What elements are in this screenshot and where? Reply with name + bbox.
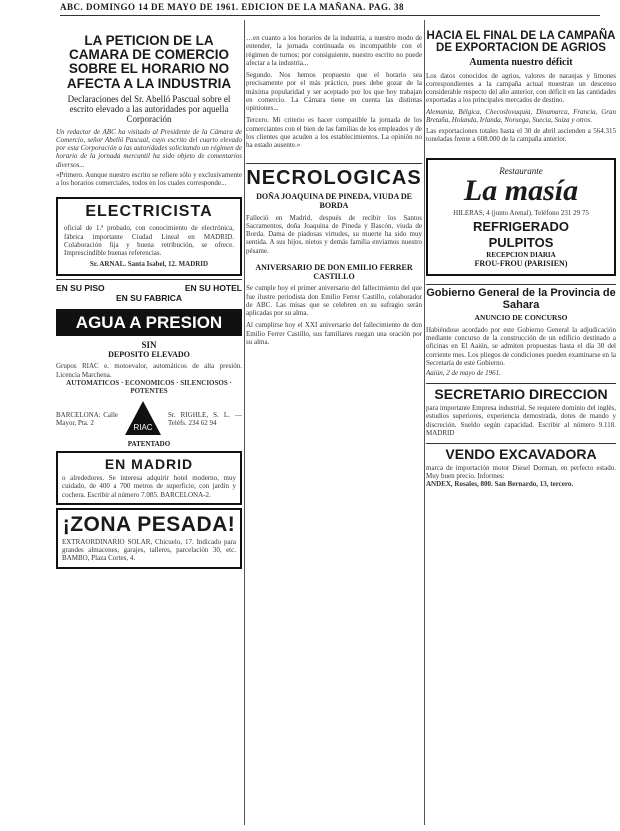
pulpitos-text: PULPITOS (488, 234, 554, 250)
divider (56, 279, 242, 280)
excavadora-address: ANDEX, Rosales, 800. San Bernardo, 13, tercero. (426, 480, 574, 489)
en-madrid-text: o alrededores. Se interesa adquirir hotel moderno, muy cuidado, de 400 a 700 metros de superficie, con jardín y cochera. Escribir al número 7.085. BARCELONA-2. (62, 474, 236, 499)
middle-column (246, 20, 422, 830)
chamber-body: «Primero. Aunque nuestro escrito se refiere sólo y exclusivamente a los horarios comerciales, todos en los cuales corresponde... (56, 170, 242, 188)
patentado-text: PATENTADO (127, 440, 171, 449)
agrios-body: Los datos conocidos de agrios, valores de naranjas y limones correspondientes a la campaña actual muestran un descenso considerable respecto del año anterior, con déficit en las cantidades exportadas a los principales mercados de destino. (426, 71, 616, 105)
fabrica-text: EN SU FABRICA (115, 292, 183, 303)
deposito-text: DEPOSITO ELEVADO (108, 350, 190, 360)
en-madrid-ad (56, 451, 242, 504)
column-rule (424, 20, 425, 825)
aniversario-body: Se cumple hoy el primer aniversario del fallecimiento del que fue ilustre periodista don Emilio Ferrer Castillo, colaborador de ABC. Las misas que se celebren en su sufragio serán aplicadas por su alma. (246, 284, 422, 317)
aniversario-body-2: Al cumplirse hoy el XXI aniversario del fallecimiento de don Emilio Ferrer Castillo, sus familiares ruegan una oración por su alma. (246, 321, 422, 346)
secretario-body: para importante Empresa industrial. Se requiere dominio del inglés, estudios superiores, experiencia demostrada, dotes de mando y discreción. Sueldo según capacidad. Escribir al número 9.118. MADRID (426, 404, 616, 437)
agrios-headline: HACIA EL FINAL DE LA CAMPAÑA DE EXPORTACION DE AGRIOS (426, 30, 616, 55)
water-ad-lead (56, 283, 242, 293)
right-column (426, 20, 616, 830)
necrologicas-title: NECROLOGICAS (246, 167, 422, 190)
grupos-text: Grupos RIAC e. motoevalor, automáticos de alta presión. Licencia Marchena. (56, 362, 242, 379)
svg-text:RIAC: RIAC (133, 423, 153, 433)
sahara-body: Habiéndose acordado por este Gobierno General la adjudicación mediante concurso de la construcción de un edificio destinado a oficinas en El Aaiún, se admiten propuestas hasta el día 30 del corriente mes. Los pliegos de condiciones pueden examinarse en la Secretaría de este Gobierno. (426, 325, 616, 367)
chamber-intro: Un redactor de ABC ha visitado al Presidente de la Cámara de Comercio, señor Abelló Pascual, cuyo escrito del cuarto elevado por esta Corporación a las autoridades solicitando un régimen de horario de la jornada mercantil ha sido objeto de comentarios diversos... (56, 127, 242, 169)
sin-text: SIN (141, 340, 157, 351)
hotel-text: EN SU HOTEL (184, 282, 242, 293)
zona-title: ¡ZONA PESADA! (62, 512, 236, 536)
divider (426, 284, 616, 285)
electricista-text: oficial de 1.ª probado, con conocimiento de electrónica, fábrica importante Ciudad Lineal en MADRID. Colaboración fija y buena retribución, se ofrece. Imprescindible buenas referencias. (64, 224, 234, 258)
necro-subtitle: DOÑA JOAQUINA DE PINEDA, VIUDA DE BORDA (256, 192, 412, 211)
recepcion-text: RECEPCION DIARIA (486, 251, 556, 260)
agrios-body-2: Las exportaciones totales hasta el 30 de abril ascienden a 564.315 toneladas frente a 608.000 de la campaña anterior. (426, 127, 616, 144)
sahara-subtitle: ANUNCIO DE CONCURSO (474, 313, 568, 323)
left-column (56, 20, 242, 830)
divider (426, 443, 616, 444)
zona-text: EXTRAORDINARIO SOLAR, Chicuelo, 17. Indicado para grandes almacenes, garajes, talleres, parcelación 30, etc. BAMBO, Plaza Cortes, 4. (62, 537, 236, 563)
la-masia-logo: La masía (463, 173, 579, 207)
article-body-3: Tercero. Mi criterio es hacer compatible la jornada de los comerciantes con el bien de las familias de los empleados y de los clientes que acuden a los establecimientos. La opinión no ha estado ausente.» (246, 116, 422, 149)
electricista-address: Sr. ARNAL. Santa Isabel, 12. MADRID (89, 260, 209, 269)
page-header: ABC. DOMINGO 14 DE MAYO DE 1961. EDICION DE LA MAÑANA. PAG. 38 (60, 2, 600, 16)
electricista-ad (56, 197, 242, 275)
column-rule (244, 20, 245, 825)
agua-presion-banner: AGUA A PRESION (56, 309, 242, 337)
la-masia-address: HILERAS, 4 (junto Arenal). Teléfono 231 29 75 (453, 208, 589, 217)
electricista-title: ELECTRICISTA (85, 203, 213, 221)
madrid-office: Sr. RIGHLE, S. L. — Teléfs. 234 62 94 (168, 411, 242, 428)
chamber-headline: LA PETICION DE LA CAMARA DE COMERCIO SOBRE EL HORARIO NO AFECTA A LA INDUSTRIA (66, 33, 232, 91)
refrigerado-text: REFRIGERADO (472, 218, 570, 234)
frou-frou-text: FROU-FROU (PARISIEN) (474, 259, 568, 269)
excavadora-body: marca de importación motor Diesel Dorman, en perfecto estado. Muy buen precio. Informes: (426, 463, 616, 480)
sahara-title: Gobierno General de la Provincia de Sahara (426, 287, 616, 311)
zona-pesada-ad (56, 508, 242, 569)
chamber-subhead: Declaraciones del Sr. Abelló Pascual sobre el escrito elevado a las autoridades por aquella Corporación (67, 93, 231, 125)
water-ad-contacts (56, 398, 242, 440)
agrios-subhead: Aumenta nuestro déficit (469, 57, 573, 69)
barcelona-address: BARCELONA: Calle Mayor, Pta. 2 (56, 411, 118, 428)
aniversario-title: ANIVERSARIO DE DON EMILIO FERRER CASTILLO (255, 262, 413, 282)
restaurante-label: Restaurante (499, 165, 543, 176)
piso-text: EN SU PISO (56, 282, 105, 293)
excavadora-title: VENDO EXCAVADORA (445, 446, 597, 463)
divider (426, 383, 616, 384)
article-body-2: Segundo. Nos hemos propuesto que el horario sea precisamente por el más práctico, pues debe gozar de la máxima popularidad y ser aceptado por los que hoy trabajan en comercio. La Cámara tiene en cuenta las distintas opiniones... (246, 71, 422, 112)
necro-body: Falleció en Madrid, después de recibir los Santos Sacramentos, doña Joaquina de Pineda y Bascón, viuda de Borda. Dama de piadosas virtudes, su muerte ha sido muy sentida. A sus hijos, nietos y demás familia enviamos nuestro pésame. (246, 213, 422, 255)
sahara-date: Aaiún, 2 de mayo de 1961. (426, 369, 501, 378)
agrios-list: Alemania, Bélgica, Checoslovaquia, Dinamarca, Francia, Gran Bretaña, Holanda, Irlanda, Noruega, Suecia, Suiza y otros. (426, 107, 616, 124)
riac-logo-icon (122, 398, 164, 440)
secretario-title: SECRETARIO DIRECCION (434, 386, 608, 403)
automatic-line: AUTOMATICOS · ECONOMICOS · SILENCIOSOS · POTENTES (66, 378, 232, 396)
divider (246, 163, 422, 164)
la-masia-ad (426, 158, 616, 277)
article-body-1: …en cuanto a los horarios de la industria, a nuestro modo de entender, la jornada continuada es incompatible con el régimen de turnos; por consiguiente, nuestro escrito no puede afectar a la industria... (246, 34, 422, 67)
en-madrid-title: EN MADRID (104, 456, 194, 473)
